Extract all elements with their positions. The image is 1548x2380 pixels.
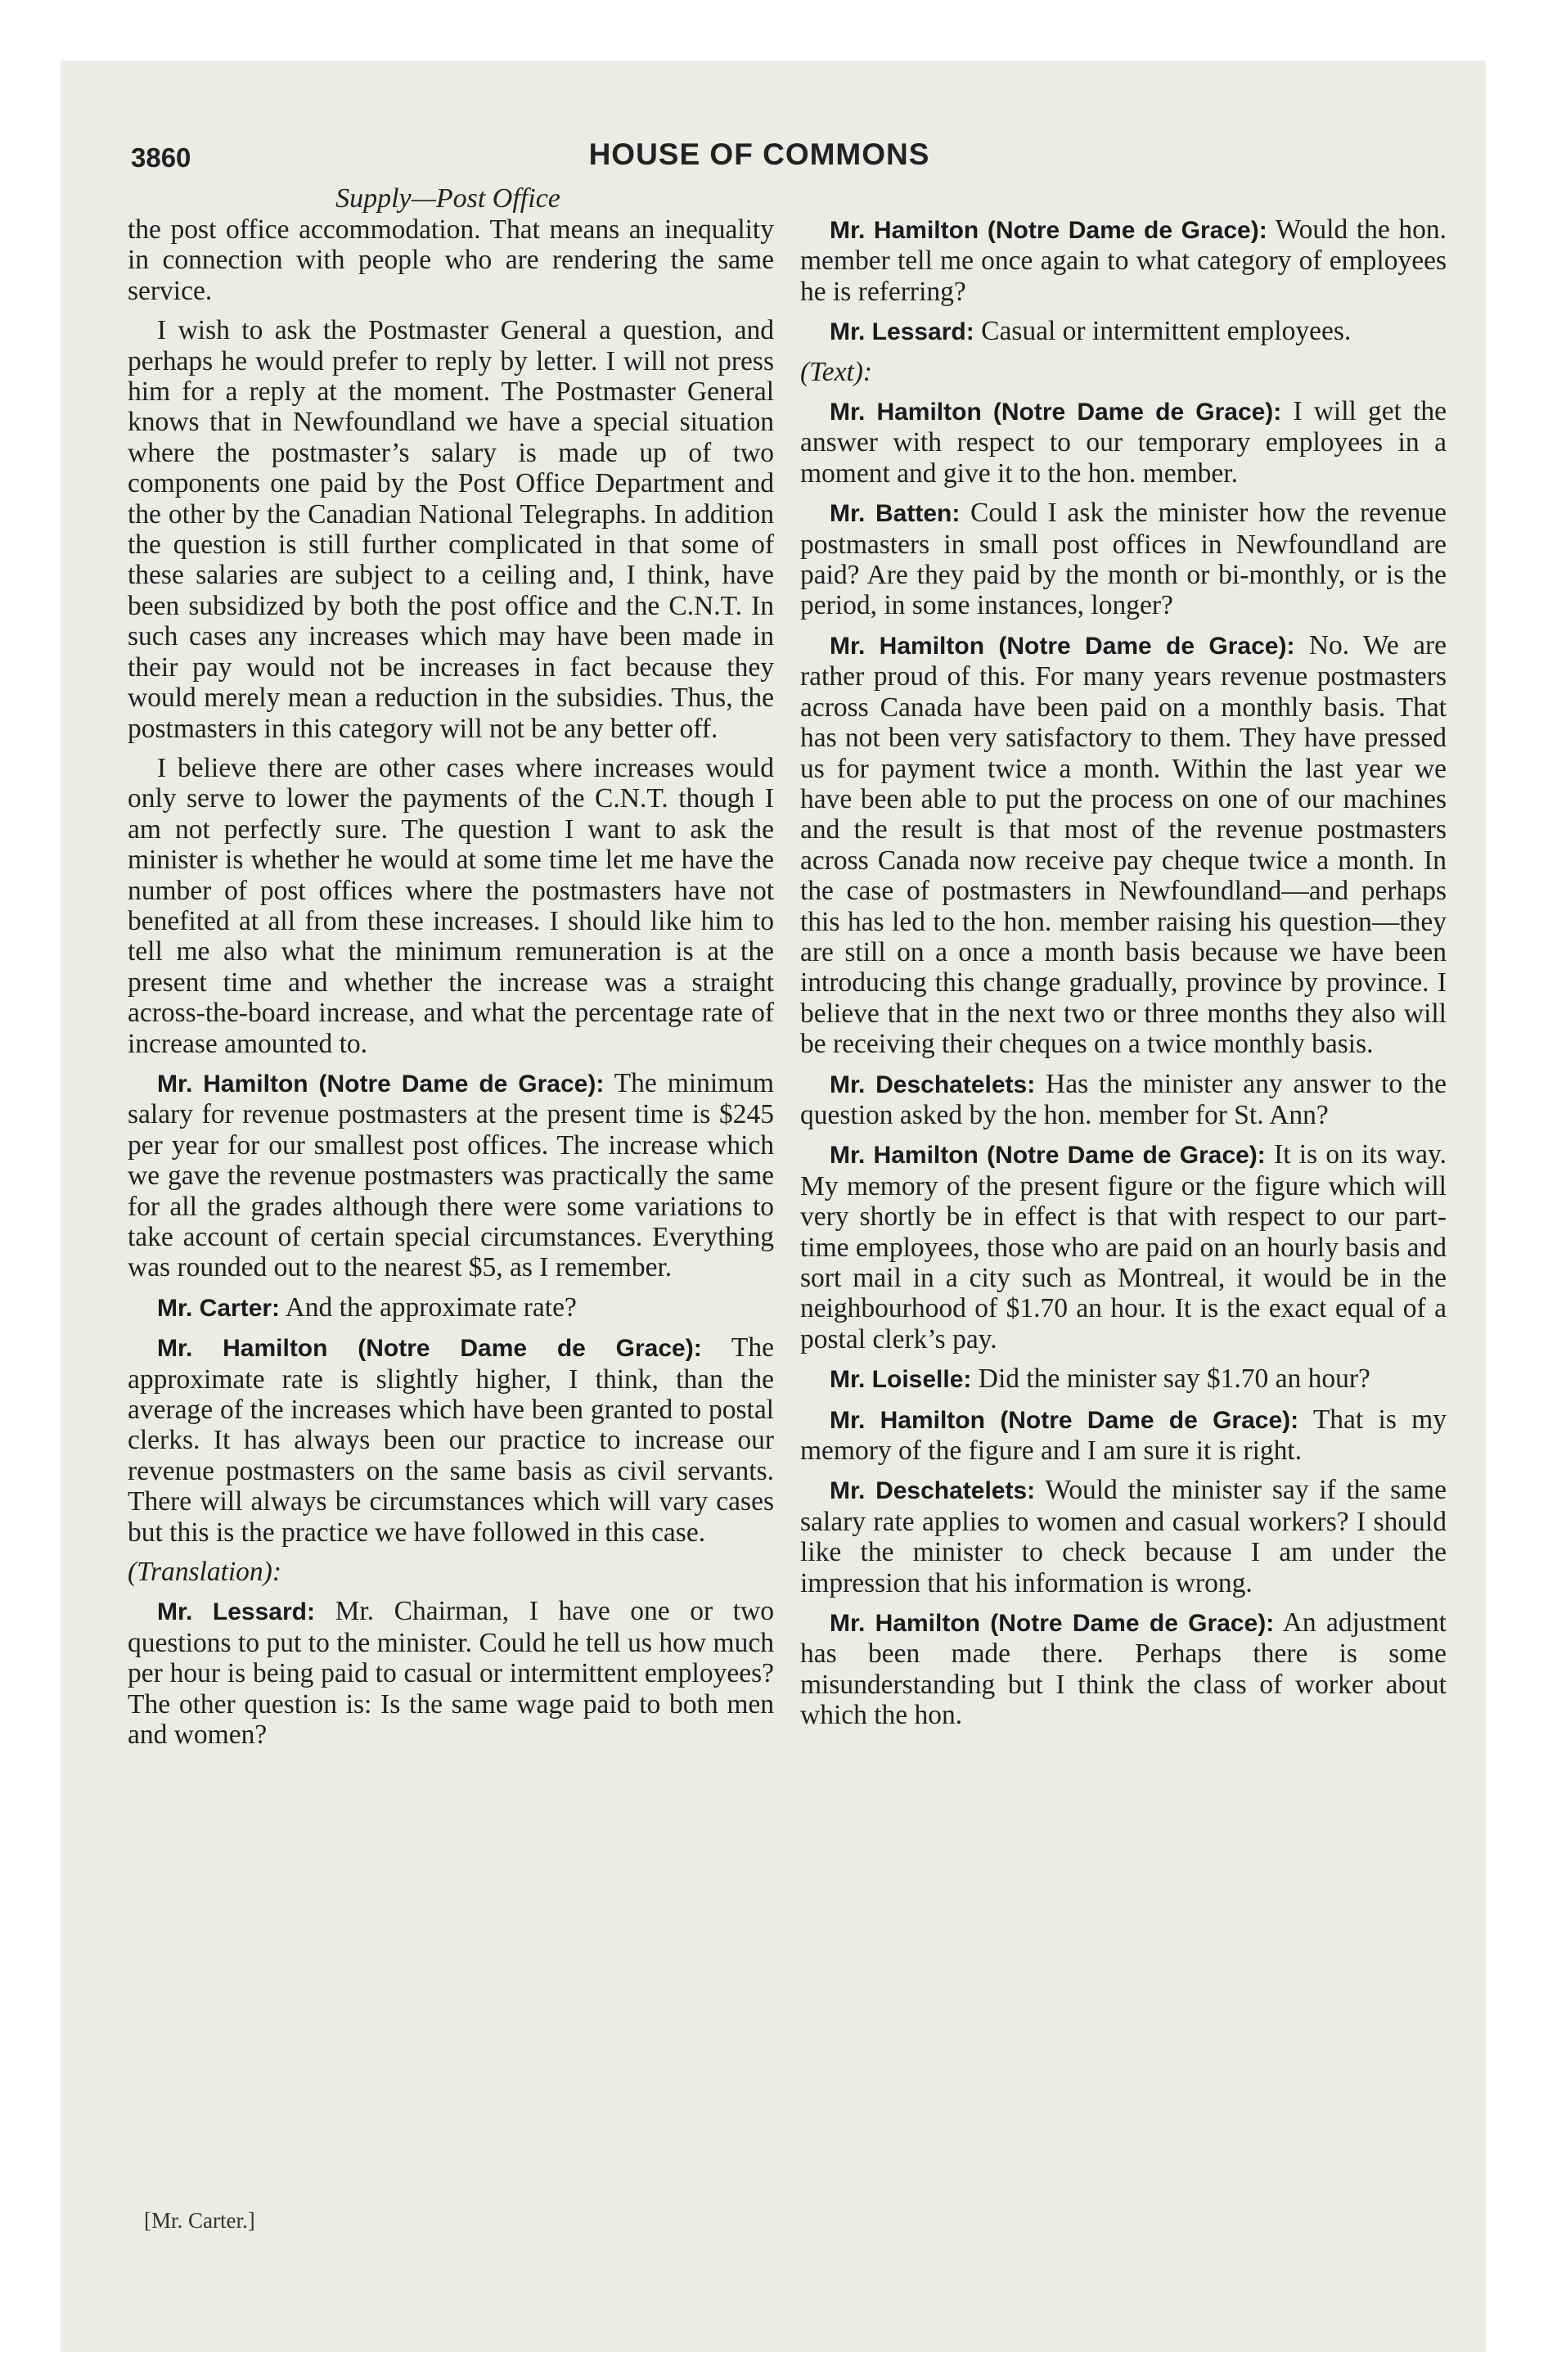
- speech-paragraph: [128, 1332, 774, 1548]
- speech-paragraph: [128, 1068, 774, 1283]
- translation-tag: (Text):: [800, 356, 873, 387]
- speech-text: Casual or intermittent employees.: [974, 316, 1352, 347]
- speaker-name: Mr. Deschatelets:: [830, 1477, 1036, 1505]
- speech-paragraph: [800, 630, 1447, 1060]
- speaker-name: Mr. Carter:: [157, 1294, 281, 1322]
- speech-text: Could I ask the minister how the revenue postmasters in small post offices in Newfoundland are paid? Are they paid by the month or bi-monthly, or is the period, in some instances, longer?: [800, 498, 1447, 621]
- speech-paragraph: [800, 1404, 1447, 1467]
- speech-paragraph: [800, 316, 1447, 347]
- speaker-name: Mr. Hamilton (Notre Dame de Grace):: [157, 1070, 605, 1098]
- body-paragraph: the post office accommodation. That means an inequality in connection with people who are rendering the same service.: [128, 214, 774, 306]
- speaker-name: Mr. Lessard:: [830, 318, 974, 346]
- speech-text: The approximate rate is slightly higher, I think, than the average of the increases which have been granted to postal clerks. It has always been our practice to increase our revenue postmasters on the same basis as civil servants. There will always be circumstances which will vary cases but this is the practice we have followed in this case.: [128, 1332, 774, 1548]
- right-column: [800, 214, 1447, 1740]
- speech-text: I will get the answer with respect to our temporary employees in a moment and give it to the hon. member.: [800, 396, 1447, 489]
- speech-text: Mr. Chairman, I have one or two questions to put to the minister. Could he tell us how much per hour is being paid to casual or intermittent employees? The other question is: Is the same wage paid to both men and women?: [128, 1596, 775, 1751]
- left-column: [128, 214, 774, 1760]
- speech-paragraph: [800, 1475, 1447, 1598]
- speech-paragraph: [800, 1364, 1447, 1395]
- speech-text: Would the minister say if the same salary rate applies to women and casual workers? I should like the minister to check because I am under the impression that his information is wrong.: [800, 1475, 1447, 1598]
- speech-paragraph: [800, 214, 1447, 307]
- speaker-name: Mr. Hamilton (Notre Dame de Grace):: [830, 1610, 1275, 1638]
- speech-paragraph: [800, 1139, 1447, 1355]
- body-paragraph: I wish to ask the Postmaster General a question, and perhaps he would prefer to reply by letter. I will not press him for a reply at the moment. The Postmaster General knows that in Newfoundland we have a special situation where the postmaster’s salary is made up of two components one paid by the Post Office Department and the other by the Canadian National Telegraphs. In addition the question is still further complicated in that some of these salaries are subject to a ceiling and, I think, have been subsidized by both the post office and the C.N.T. In such cases any increases which may have been made in their pay would not be increases in fact because they would merely mean a reduction in the subsidies. Thus, the postmasters in this category will not be any better off.: [128, 315, 774, 744]
- speech-text: The minimum salary for revenue postmasters at the present time is $245 per year for our smallest post offices. The increase which we gave the revenue postmasters was practically the same for all the grades although there were some variations to take account of certain special circumstances. Everything was rounded out to the nearest $5, as I remember.: [128, 1067, 774, 1283]
- speaker-name: Mr. Hamilton (Notre Dame de Grace):: [157, 1335, 702, 1363]
- speaker-name: Mr. Deschatelets:: [830, 1071, 1036, 1098]
- speaker-name: Mr. Hamilton (Notre Dame de Grace):: [830, 1142, 1266, 1170]
- speech-text: That is my memory of the figure and I am sure it is right.: [800, 1404, 1447, 1467]
- speech-text: Would the hon. member tell me once again to what category of employees he is referring?: [800, 214, 1447, 307]
- speech-text: No. We are rather proud of this. For many years revenue postmasters across Canada have been paid on a monthly basis. That has not been very satisfactory to them. They have pressed us for payment twice a month. Within the last year we have been able to put the process on one of our machines and the result is that most of the revenue postmasters across Canada now receive pay cheque twice a month. In the case of postmasters in Newfoundland—and perhaps this has led to the hon. member raising his question—they are still on a once a month basis because we have been introducing this change gradually, province by province. I believe that in the next two or three months they also will be receiving their cheques on a twice monthly basis.: [800, 629, 1447, 1060]
- translation-tag: (Translation):: [128, 1557, 281, 1588]
- speech-paragraph: [128, 1292, 774, 1323]
- footnote: [Mr. Carter.]: [144, 2208, 255, 2233]
- speech-paragraph: [128, 1596, 774, 1750]
- speech-paragraph: [800, 396, 1447, 489]
- body-paragraph: I believe there are other cases where increases would only serve to lower the payments of the C.N.T. though I am not perfectly sure. The question I want to ask the minister is whether he would at some time let me have the number of post offices where the postmasters have not benefited at all from these increases. I should like him to tell me also what the minimum remuneration is at the present time and whether the increase was a straight across-the-board increase, and what the percentage rate of increase amounted to.: [128, 752, 774, 1059]
- speaker-name: Mr. Hamilton (Notre Dame de Grace):: [830, 217, 1267, 244]
- running-title: HOUSE OF COMMONS: [588, 137, 930, 171]
- speech-text: An adjustment has been made there. Perhaps there is some misunderstanding but I think the class of worker about which the hon.: [800, 1607, 1447, 1731]
- speaker-name: Mr. Hamilton (Notre Dame de Grace):: [830, 1406, 1299, 1434]
- speech-text: And the approximate rate?: [280, 1291, 577, 1323]
- speech-text: Did the minister say $1.70 an hour?: [971, 1364, 1370, 1395]
- speaker-name: Mr. Batten:: [830, 500, 961, 528]
- speaker-name: Mr. Hamilton (Notre Dame de Grace):: [830, 399, 1282, 426]
- section-heading: Supply—Post Office: [335, 183, 560, 214]
- speech-paragraph: [800, 1069, 1447, 1131]
- speaker-name: Mr. Lessard:: [157, 1598, 315, 1626]
- page-header: [131, 137, 1388, 187]
- speaker-name: Mr. Loiselle:: [830, 1366, 972, 1394]
- page-number: 3860: [131, 142, 191, 173]
- speech-text: Has the minister any answer to the question asked by the hon. member for St. Ann?: [800, 1068, 1447, 1130]
- speech-paragraph: [800, 1607, 1447, 1731]
- speech-text: It is on its way. My memory of the present figure or the figure which will very shortly be in effect is that with respect to our part-time employees, those who are paid on an hourly basis and sort mail in a city such as Montreal, it would be in the neighbourhood of $1.70 an hour. It is the exact equal of a postal clerk’s pay.: [800, 1139, 1447, 1355]
- speaker-name: Mr. Hamilton (Notre Dame de Grace):: [830, 632, 1295, 660]
- speech-paragraph: [800, 498, 1447, 621]
